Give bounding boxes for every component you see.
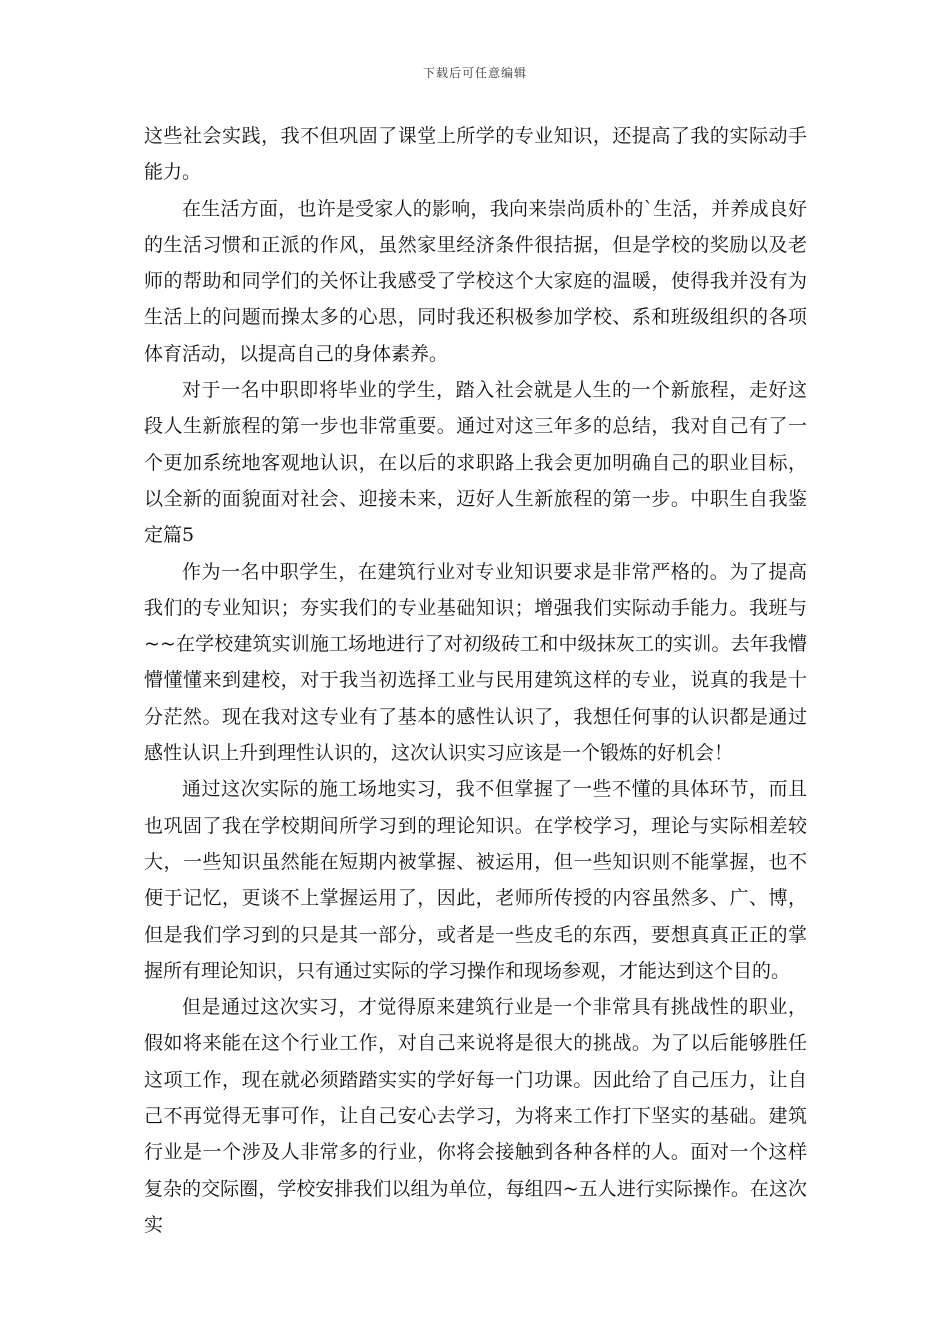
paragraph: 对于一名中职即将毕业的学生，踏入社会就是人生的一个新旅程，走好这段人生新旅程的第一步也非常重要。通过对这三年多的总结，我对自己有了一个更加系统地客观地认识，在以后的求职路上我会更加明确自己的职业目标，以全新的面貌面对社会、迎接未来，迈好人生新旅程的第一步。中职生自我鉴定篇5: [144, 379, 807, 547]
paragraph: 在生活方面，也许是受家人的影响，我向来崇尚质朴的`生活，并养成良好的生活习惯和正派的作风，虽然家里经济条件很拮据，但是学校的奖励以及老师的帮助和同学们的关怀让我感受了学校这个大家庭的温暖，使得我并没有为生活上的问题而操太多的心思，同时我还积极参加学校、系和班级组织的各项体育活动，以提高自己的身体素养。: [144, 197, 807, 365]
paragraph: 通过这次实际的施工场地实习，我不但掌握了一些不懂的具体环节，而且也巩固了我在学校期间所学习到的理论知识。在学校学习，理论与实际相差较大，一些知识虽然能在短期内被掌握、被运用，但一些知识则不能掌握，也不便于记忆，更谈不上掌握运用了，因此，老师所传授的内容虽然多、广、博，但是我们学习到的只是其一部分，或者是一些皮毛的东西，要想真真正正的掌握所有理论知识，只有通过实际的学习操作和现场参观，才能达到这个目的。: [144, 778, 807, 982]
paragraph: 作为一名中职学生，在建筑行业对专业知识要求是非常严格的。为了提高我们的专业知识；夯实我们的专业基础知识；增强我们实际动手能力。我班与~~在学校建筑实训施工场地进行了对初级砖工和中级抹灰工的实训。去年我懵懵懂懂来到建校，对于我当初选择工业与民用建筑这样的专业，说真的我是十分茫然。现在我对这专业有了基本的感性认识了，我想任何事的认识都是通过感性认识上升到理性认识的，这次认识实习应该是一个锻炼的好机会！: [144, 560, 807, 765]
paragraph: 这些社会实践，我不但巩固了课堂上所学的专业知识，还提高了我的实际动手能力。: [144, 125, 807, 184]
paragraph: 但是通过这次实习，才觉得原来建筑行业是一个非常具有挑战性的职业，假如将来能在这个行业工作，对自己来说将是很大的挑战。为了以后能够胜任这项工作，现在就必须踏踏实实的学好每一门功课。因此给了自己压力，让自己不再觉得无事可作，让自己安心去学习，为将来工作打下坚实的基础。建筑行业是一个涉及人非常多的行业，你将会接触到各种各样的人。面对一个这样复杂的交际圈，学校安排我们以组为单位，每组四~五人进行实际操作。在这次实: [144, 996, 807, 1236]
document-body: [144, 118, 807, 1243]
page-header: 下载后可任意编辑: [422, 66, 527, 80]
